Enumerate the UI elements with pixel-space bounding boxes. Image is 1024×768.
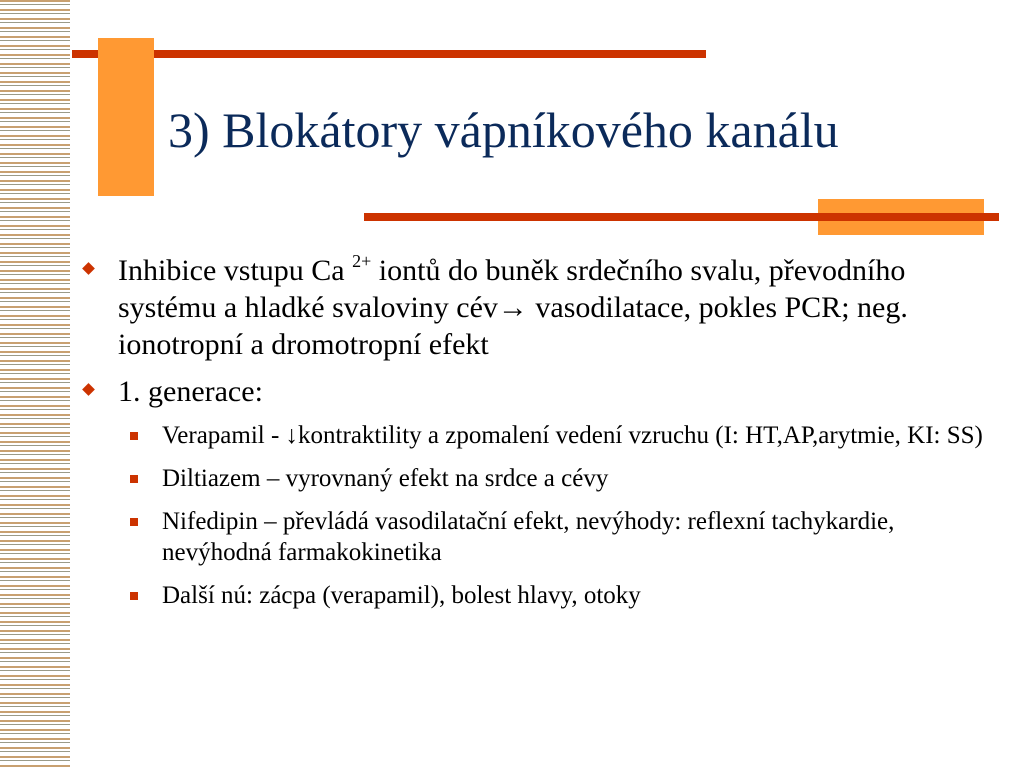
bullet-superscript: 2+ <box>352 251 372 271</box>
bullet-item-inhibition <box>84 252 999 363</box>
sub-bullet-text: Nifedipin – převládá vasodilatační efekt, nevýhody: reflexní tachykardie, nevýhodná farmakokinetika <box>162 508 895 566</box>
sub-bullet-side-effects <box>84 580 999 611</box>
square-bullet-icon <box>130 518 138 526</box>
bullet-text-pre: Inhibice vstupu Ca <box>118 254 353 287</box>
slide-content <box>84 252 999 623</box>
decorative-orange-block <box>98 38 154 196</box>
sub-bullet-text: Další nú: zácpa (verapamil), bolest hlavy, otoky <box>162 582 641 609</box>
square-bullet-icon <box>130 432 138 440</box>
sub-bullet-nifedipin <box>84 506 999 568</box>
square-bullet-icon <box>130 475 138 483</box>
sub-bullet-text: Verapamil - ↓kontraktility a zpomalení vedení vzruchu (I: HT,AP,arytmie, KI: SS) <box>162 422 983 449</box>
decorative-top-line <box>72 50 706 58</box>
square-bullet-icon <box>130 592 138 600</box>
decorative-bottom-line <box>364 213 999 221</box>
bullet-text: 1. generace: <box>118 375 263 408</box>
diamond-bullet-icon <box>82 262 95 275</box>
bullet-item-generation <box>84 373 999 410</box>
slide-title: 3) Blokátory vápníkového kanálu <box>168 102 839 158</box>
bullet-text-post: iontů do buněk srdečního svalu, převodního systému a hladké svaloviny cév→ vasodilatace, pokles PCR; neg. ionotropní a dromotropní efekt <box>118 254 908 361</box>
decorative-striped-border <box>0 0 72 768</box>
sub-bullet-text: Diltiazem – vyrovnaný efekt na srdce a cévy <box>162 465 609 492</box>
diamond-bullet-icon <box>82 383 95 396</box>
sub-bullet-diltiazem <box>84 463 999 494</box>
sub-bullet-verapamil <box>84 420 999 451</box>
